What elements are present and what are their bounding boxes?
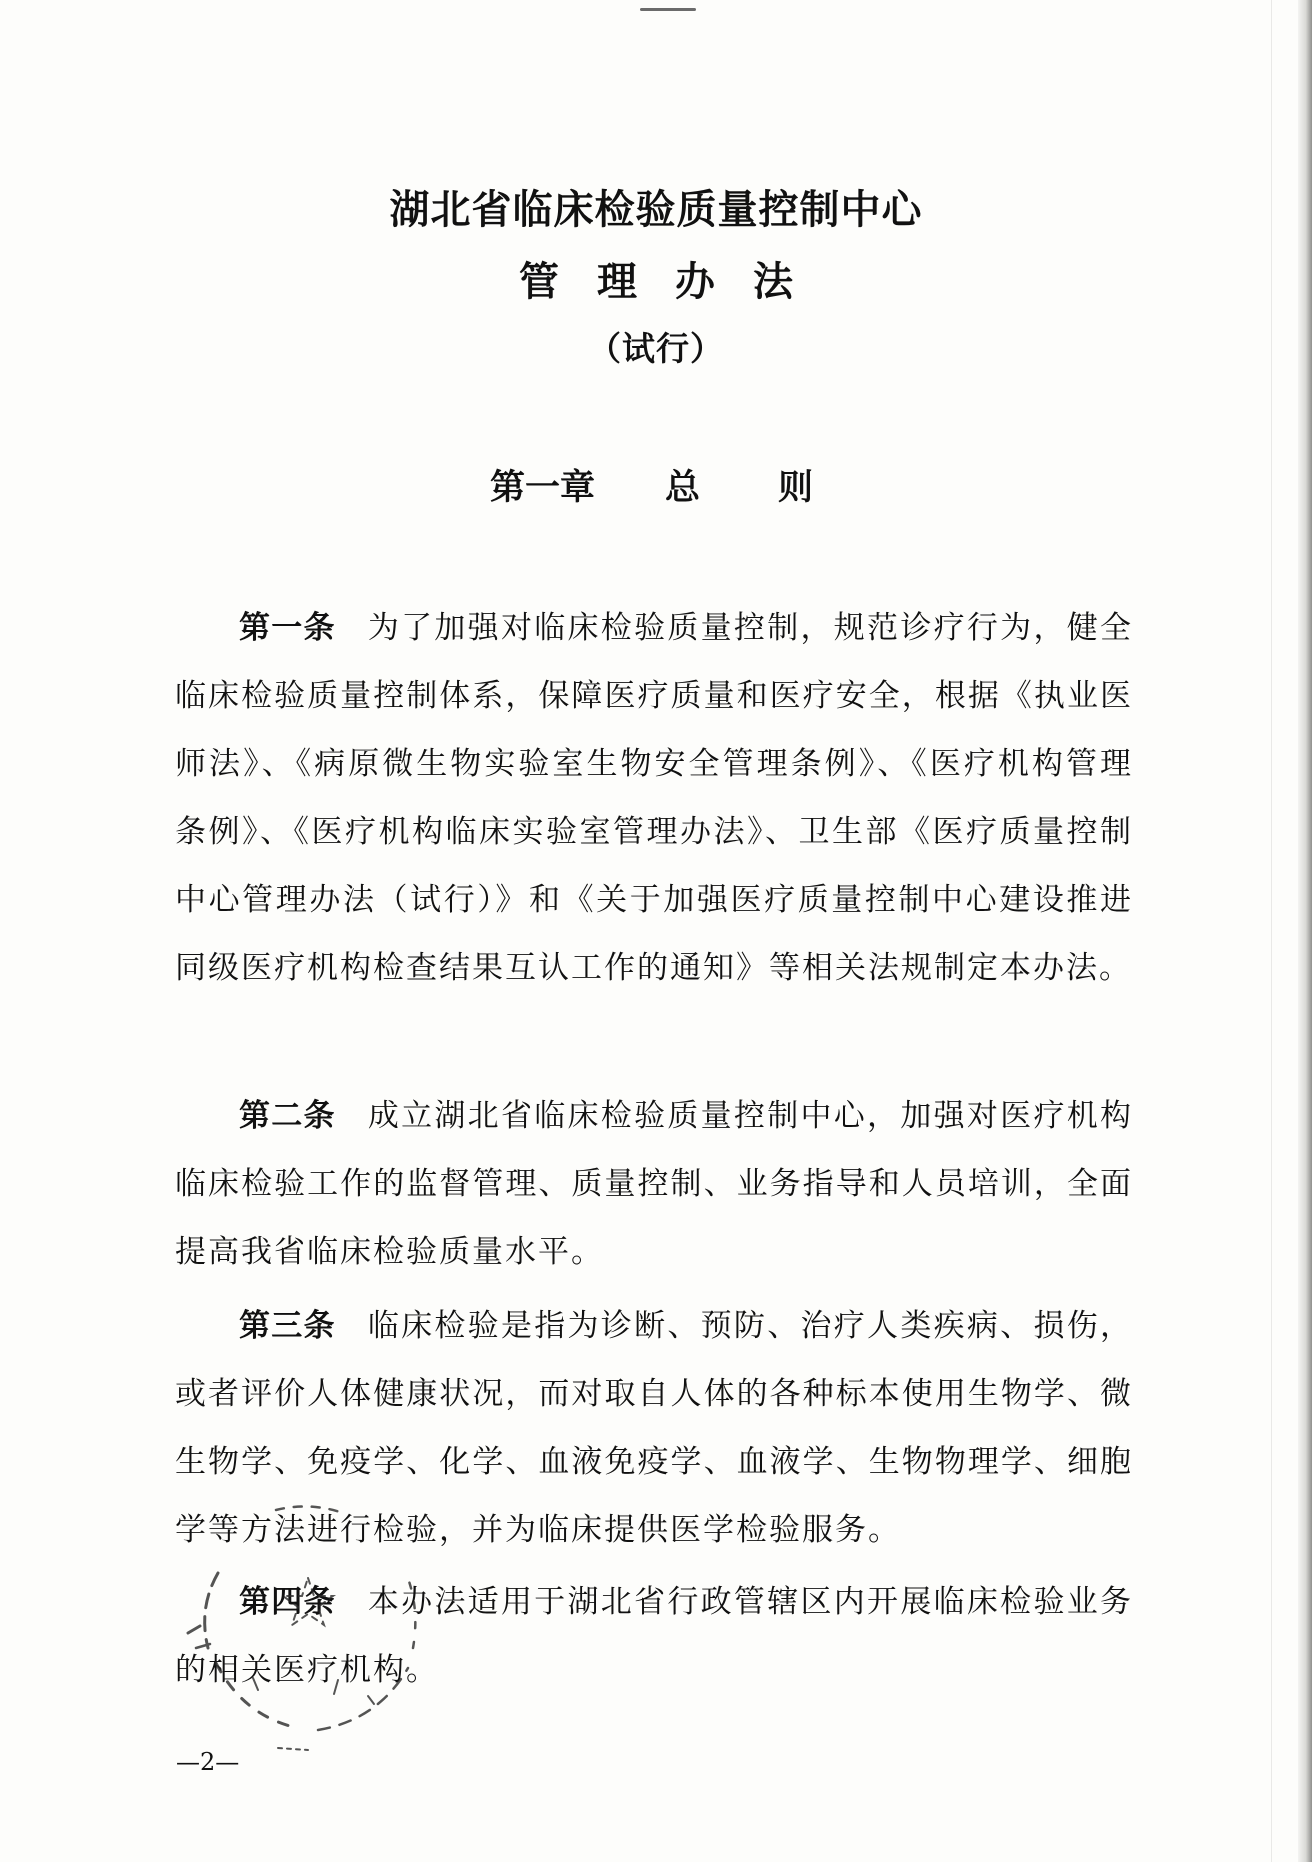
article-text: 本办法适用于湖北省行政管辖区内开展临床检验业务的相关医疗机构。 bbox=[175, 1584, 1134, 1688]
article-text: 为了加强对临床检验质量控制，规范诊疗行为，健全临床检验质量控制体系，保障医疗质量和医疗安全，根据《执业医师法》、《病原微生物实验室生物安全管理条例》、《医疗机构管理条例》、《医疗机构临床实验室管理办法》、卫生部《医疗质量控制中心管理办法（试行）》和《关于加强医疗质量控制中心建设推进同级医疗机构检查结果互认工作的通知》等相关法规制定本办法。 bbox=[175, 610, 1134, 986]
document-trial-note: （试行） bbox=[588, 329, 724, 368]
article-1 bbox=[175, 594, 1133, 1002]
page-number: —2— bbox=[176, 1748, 240, 1776]
chapter-title-part2: 则 bbox=[778, 467, 814, 508]
article-text: 成立湖北省临床检验质量控制中心，加强对医疗机构临床检验工作的监督管理、质量控制、业务指导和人员培训，全面提高我省临床检验质量水平。 bbox=[175, 1098, 1134, 1270]
chapter-heading bbox=[490, 467, 814, 508]
article-text: 临床检验是指为诊断、预防、治疗人类疾病、损伤，或者评价人体健康状况，而对取自人体的各种标本使用生物学、微生物学、免疫学、化学、血液免疫学、血液学、生物物理学、细胞学等方法进行检验，并为临床提供医学检验服务。 bbox=[175, 1308, 1134, 1548]
official-seal-stamp bbox=[158, 1458, 458, 1758]
article-2 bbox=[175, 1082, 1133, 1286]
scan-top-mark bbox=[640, 8, 696, 11]
document-title: 湖北省临床检验质量控制中心 bbox=[389, 186, 923, 233]
document-subtitle: 管理办法 bbox=[519, 258, 831, 305]
chapter-number: 第一章 bbox=[490, 467, 596, 508]
article-label: 第三条 bbox=[239, 1308, 336, 1344]
chapter-title-part1: 总 bbox=[665, 467, 701, 508]
article-label: 第四条 bbox=[239, 1584, 336, 1620]
article-label: 第一条 bbox=[239, 610, 336, 646]
article-label: 第二条 bbox=[239, 1098, 336, 1134]
